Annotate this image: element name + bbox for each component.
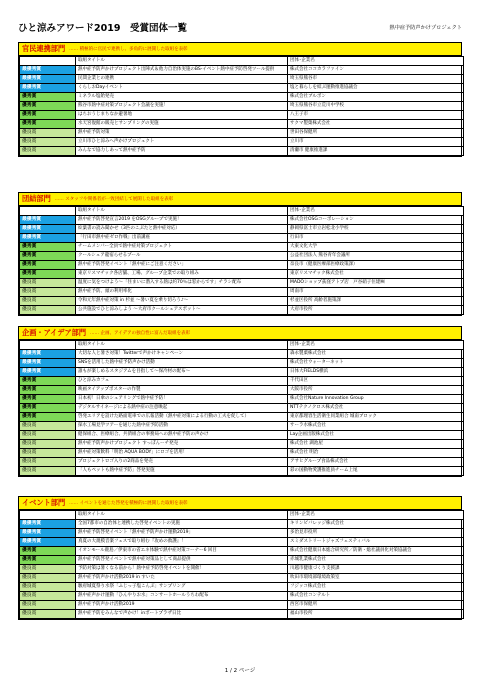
award-level: 優良賞 bbox=[20, 574, 76, 583]
activity-title: 健保組合、医療組合、共済組合の事務局への熱中症予防の声かけ bbox=[76, 431, 288, 440]
organization-name: 彩の国動物愛護推進員チーム上尾 bbox=[288, 467, 464, 476]
award-level: 優秀賞 bbox=[20, 120, 76, 129]
organization-name: アサヒグループ食品株式会社 bbox=[288, 458, 464, 467]
activity-title: はちおうじまちなか避暑地 bbox=[76, 111, 288, 120]
table-row bbox=[20, 66, 464, 75]
organization-name: 株式会社 湖池屋 bbox=[288, 440, 464, 449]
activity-title: 熱中症予防声かけ活動2019 bbox=[76, 601, 288, 610]
table-row bbox=[20, 225, 464, 234]
activity-title: 公共施設でひと涼みしよう ～大府市クールシェアスポット～ bbox=[76, 306, 288, 315]
award-level: 優良賞 bbox=[20, 279, 76, 288]
award-level: 優良賞 bbox=[20, 147, 76, 156]
table-row bbox=[20, 440, 464, 449]
award-level: 優良賞 bbox=[20, 565, 76, 574]
award-level: 最優秀賞 bbox=[20, 538, 76, 547]
organization-name: 埼玉県熊谷市 bbox=[288, 75, 464, 84]
table-row bbox=[20, 458, 464, 467]
activity-title: プロジェクトロゴ入りの2商品を発売 bbox=[76, 458, 288, 467]
table-row bbox=[20, 404, 464, 413]
award-level: 優良賞 bbox=[20, 440, 76, 449]
table-row bbox=[20, 306, 464, 315]
organization-name: 大府市役所 bbox=[288, 306, 464, 315]
organization-name: 奈良市（健康医療部医療政策課） bbox=[288, 261, 464, 270]
activity-title: 真夏の大規模音楽フェスで取り組む『攻めの救護』！ bbox=[76, 538, 288, 547]
activity-title: 熱中症予防啓発宣言2019 をOSGグループで実施！ bbox=[76, 216, 288, 225]
award-level: 優良賞 bbox=[20, 297, 76, 306]
organization-name: フジッコ株式会社 bbox=[288, 583, 464, 592]
table-row bbox=[20, 93, 464, 102]
table-row bbox=[20, 377, 464, 386]
award-level: 優良賞 bbox=[20, 467, 76, 476]
organization-name: 埼玉県熊谷市立荒川中学校 bbox=[288, 102, 464, 111]
activity-title: 熱中症予防声かけ活動2019 in すいた bbox=[76, 574, 288, 583]
table-row bbox=[20, 467, 464, 476]
section-description: …… イベントを通じた啓発を積極的に展開した取組を表彰 bbox=[69, 501, 188, 506]
award-level: 優良賞 bbox=[20, 306, 76, 315]
section-title: イベント部門 bbox=[22, 498, 66, 507]
award-level: 優良賞 bbox=[20, 583, 76, 592]
award-level: 優秀賞 bbox=[20, 386, 76, 395]
section-header bbox=[19, 497, 461, 510]
table-row bbox=[20, 111, 464, 120]
organization-name: 福山市役所 bbox=[288, 610, 464, 619]
organization-name: サーラ水株式会社 bbox=[288, 422, 464, 431]
activity-title: 誰もが楽しめるスタジアムを目指して～保冷材の配布～ bbox=[76, 368, 288, 377]
award-level: 優秀賞 bbox=[20, 547, 76, 556]
organization-name: 株式会社健康日本総合研究所／防衛・総社議員化対策協議会 bbox=[288, 547, 464, 556]
page-number: 1 / 2 ページ bbox=[224, 668, 256, 674]
award-level: 優良賞 bbox=[20, 138, 76, 147]
activity-title: 「人もペットも熱中症予防」啓発実施 bbox=[76, 467, 288, 476]
organization-name: 公益社団法人 熊谷青年会議所 bbox=[288, 252, 464, 261]
award-level: 優秀賞 bbox=[20, 93, 76, 102]
activity-title: クールシェア龍宿らせるプール bbox=[76, 252, 288, 261]
award-level: 最優秀賞 bbox=[20, 359, 76, 368]
header-award-cell bbox=[20, 511, 76, 520]
activity-title: 日本初！日傘のシェアリングで熱中症予防！ bbox=[76, 395, 288, 404]
activity-title: イオンモール鹿島／伊東市の省エネ体験で熱中症対策コーナー6 回目 bbox=[76, 547, 288, 556]
table-row bbox=[20, 279, 464, 288]
award-level: 最優秀賞 bbox=[20, 84, 76, 93]
award-level: 最優秀賞 bbox=[20, 368, 76, 377]
activity-title: 絵葉書の読み聞かせ（3匹のこぶたと熱中症対応） bbox=[76, 225, 288, 234]
activity-title: 立川市ひと涼みへ声かけプロジェクト bbox=[76, 138, 288, 147]
award-level: 優秀賞 bbox=[20, 377, 76, 386]
organization-name: スミダストリートジャズフェスティバル bbox=[288, 538, 464, 547]
table-row bbox=[20, 129, 464, 138]
organization-name: 世田谷保健所 bbox=[288, 129, 464, 138]
table-row bbox=[20, 529, 464, 538]
organization-name: 杉並区役所 高齢者施策課 bbox=[288, 297, 464, 306]
table-row bbox=[20, 368, 464, 377]
award-table bbox=[19, 340, 464, 476]
organization-name: Lay企画出版株式会社 bbox=[288, 431, 464, 440]
organization-name: 静岡県富士市立岩松北小学校 bbox=[288, 225, 464, 234]
award-level: 優良賞 bbox=[20, 601, 76, 610]
table-row bbox=[20, 120, 464, 129]
organization-name: 立川市 bbox=[288, 138, 464, 147]
award-level: 優秀賞 bbox=[20, 404, 76, 413]
organization-name: 八王子市 bbox=[288, 111, 464, 120]
section-title: 企画・アイデア部門 bbox=[22, 328, 87, 337]
section-description: …… 積極的に官民で連携し、多角的に展開した取組を表彰 bbox=[69, 47, 188, 52]
activity-title: 予防対策は暑くなる前から！熱中症予防啓発イベントを開催！ bbox=[76, 565, 288, 574]
section-title: 団結部門 bbox=[22, 194, 51, 203]
award-level: 最優秀賞 bbox=[20, 225, 76, 234]
activity-title: 熱中症予防声かけプロジェクト出陣式＆他力自治体実施のBS-イベント熱中症予防啓発ツール提供 bbox=[76, 66, 288, 75]
table-row bbox=[20, 252, 464, 261]
header-organization: 団体･企業名 bbox=[288, 341, 464, 350]
organization-name: 川越市健康づくり支援課 bbox=[288, 565, 464, 574]
organization-name: 株式会社ココカラファイン bbox=[288, 66, 464, 75]
header-activity: 取組タイトル bbox=[76, 207, 288, 216]
section-header bbox=[19, 43, 461, 56]
award-section-3 bbox=[18, 326, 462, 477]
table-row bbox=[20, 422, 464, 431]
award-level: 優良賞 bbox=[20, 610, 76, 619]
award-level: 最優秀賞 bbox=[20, 216, 76, 225]
award-level: 優良賞 bbox=[20, 422, 76, 431]
document-title: ひと涼みアワード2019 受賞団体一覧 bbox=[18, 23, 187, 34]
table-row bbox=[20, 449, 464, 458]
organization-name: MADOショップ荻窪アトプ店 戸谷硝子住建㈱ bbox=[288, 279, 464, 288]
activity-title: 民間企業との連携 bbox=[76, 75, 288, 84]
activity-title: SNSを活用した熱中症予防声かけ活動 bbox=[76, 359, 288, 368]
award-table bbox=[19, 56, 464, 156]
section-description: …… スタッフや関係者が一致団結して展開した取組を表彰 bbox=[54, 197, 174, 202]
activity-title: ミネラル塩飴発売 bbox=[76, 93, 288, 102]
activity-title: 熱中症予防をみんなで声かけ！inボートプラザ日比 bbox=[76, 610, 288, 619]
table-header-row bbox=[20, 57, 464, 66]
table-row bbox=[20, 288, 464, 297]
award-level: 優秀賞 bbox=[20, 102, 76, 111]
activity-title: ひと涼みカフェ bbox=[76, 377, 288, 386]
award-level: 最優秀賞 bbox=[20, 75, 76, 84]
organization-name: 清瀬市 健康推進課 bbox=[288, 147, 464, 156]
table-row bbox=[20, 601, 464, 610]
organization-name: 株式会社ウォーターネット bbox=[288, 359, 464, 368]
header-activity: 取組タイトル bbox=[76, 341, 288, 350]
award-level: 優良賞 bbox=[20, 288, 76, 297]
header-activity: 取組タイトル bbox=[76, 511, 288, 520]
table-row bbox=[20, 565, 464, 574]
award-level: 優秀賞 bbox=[20, 261, 76, 270]
table-row bbox=[20, 102, 464, 111]
section-description: …… 企画、アイデアの独自性に富んだ取組を表彰 bbox=[90, 331, 191, 336]
table-row bbox=[20, 583, 464, 592]
header-organization: 団体･企業名 bbox=[288, 511, 464, 520]
table-row bbox=[20, 592, 464, 601]
organization-name: 西宮市保健所 bbox=[288, 601, 464, 610]
activity-title: 映画タイアップポスターの作製 bbox=[76, 386, 288, 395]
organization-name: 東京都理容生活衛生同業組合 城南ブロック bbox=[288, 413, 464, 422]
award-level: 優秀賞 bbox=[20, 413, 76, 422]
table-row bbox=[20, 234, 464, 243]
activity-title: くらしおDayイベント bbox=[76, 84, 288, 93]
award-level: 優良賞 bbox=[20, 458, 76, 467]
award-level: 最優秀賞 bbox=[20, 66, 76, 75]
header-organization: 団体･企業名 bbox=[288, 207, 464, 216]
award-table bbox=[19, 510, 464, 619]
award-section-4 bbox=[18, 496, 462, 620]
header-award-cell bbox=[20, 341, 76, 350]
table-row bbox=[20, 386, 464, 395]
table-header-row bbox=[20, 341, 464, 350]
organization-name: 株式会社 明治 bbox=[288, 449, 464, 458]
organization-name: サクマ製菓株式会社 bbox=[288, 120, 464, 129]
activity-title: 探水工場見学ツアーを通じた熱中症予防活動 bbox=[76, 422, 288, 431]
table-row bbox=[20, 547, 464, 556]
section-header bbox=[19, 193, 461, 206]
table-row bbox=[20, 84, 464, 93]
table-header-row bbox=[20, 207, 464, 216]
award-level: 最優秀賞 bbox=[20, 520, 76, 529]
organization-name: NTTテクノクロス株式会社 bbox=[288, 404, 464, 413]
organization-name: 東京リスマチック株式会社 bbox=[288, 270, 464, 279]
award-level: 優秀賞 bbox=[20, 270, 76, 279]
activity-title: 熱中症対策飲料「明治 AQUA BODY」にロゴを活用！ bbox=[76, 449, 288, 458]
organization-name: 森永製菓株式会社 bbox=[288, 350, 464, 359]
award-level: 優良賞 bbox=[20, 129, 76, 138]
organization-name: 大阪市役所 bbox=[288, 386, 464, 395]
organization-name: 赤城乳業株式会社 bbox=[288, 556, 464, 565]
table-row bbox=[20, 574, 464, 583]
award-level: 優秀賞 bbox=[20, 252, 76, 261]
award-level: 最優秀賞 bbox=[20, 529, 76, 538]
table-row bbox=[20, 431, 464, 440]
organization-name: 行田市 bbox=[288, 234, 464, 243]
organization-name: 塩と暮らしを結ぶ運動推進協議会 bbox=[288, 84, 464, 93]
table-header-row bbox=[20, 511, 464, 520]
organization-name: 株式会社OSGコーポレーション bbox=[288, 216, 464, 225]
activity-title: 全国7都市の自治体と連携した啓発イベントの実施 bbox=[76, 520, 288, 529]
activity-title: 熱中症予防対策 bbox=[76, 129, 288, 138]
section-title: 官民連携部門 bbox=[22, 44, 66, 53]
table-row bbox=[20, 261, 464, 270]
table-row bbox=[20, 243, 464, 252]
activity-title: 啓発エリアを設けた路面電車での広報活動（熱中症対策による行動の工夫を促して） bbox=[76, 413, 288, 422]
table-row bbox=[20, 138, 464, 147]
award-level: 優秀賞 bbox=[20, 243, 76, 252]
activity-title: 水天宮復館の販売とサンプリングの実施 bbox=[76, 120, 288, 129]
table-row bbox=[20, 520, 464, 529]
table-row bbox=[20, 610, 464, 619]
organization-name: 千代田区 bbox=[288, 377, 464, 386]
organization-name: 周南市 bbox=[288, 288, 464, 297]
activity-title: 熱中症予防啓発イベント「熱中症予防声かけ運動2019」 bbox=[76, 529, 288, 538]
activity-title: 駿府城夏祭り水祭「ふじっ子塩こんぶ」サンプリング bbox=[76, 583, 288, 592]
activity-title: 熱中症予防、頭の利用率化 bbox=[76, 288, 288, 297]
activity-title: 令和元年熱中症対策 in 杉並 ～暑い夏を乗り切ろう♪～ bbox=[76, 297, 288, 306]
table-row bbox=[20, 350, 464, 359]
header-organization: 団体･企業名 bbox=[288, 57, 464, 66]
section-header bbox=[19, 327, 461, 340]
organizer-name: 熱中症予防声かけプロジェクト bbox=[389, 25, 462, 31]
activity-title: 熱中症予防啓発イベントで熱中症対策品として商品提供 bbox=[76, 556, 288, 565]
organization-name: 大東文化大学 bbox=[288, 243, 464, 252]
organization-name: キリンビバレッジ株式会社 bbox=[288, 520, 464, 529]
activity-title: 「行田市熱中症ゼロ作戦」出前講座 bbox=[76, 234, 288, 243]
activity-title: 東京リスマチック各店舗、工場、グループ企業での取り組み bbox=[76, 270, 288, 279]
table-row bbox=[20, 270, 464, 279]
organization-name: 日体大FIELDS横浜 bbox=[288, 368, 464, 377]
activity-title: チームメンバー全員で熱中症対策プロジェクト bbox=[76, 243, 288, 252]
activity-title: 大切な人と暑さ対策！Twitterで声かけキャンペーン bbox=[76, 350, 288, 359]
table-row bbox=[20, 395, 464, 404]
table-row bbox=[20, 147, 464, 156]
organization-name: 株式会社ブルボン bbox=[288, 93, 464, 102]
award-section-2 bbox=[18, 192, 462, 316]
award-level: 最優秀賞 bbox=[20, 234, 76, 243]
activity-title: 熱中症声かけ運動「ひんやりお水」コンサートホールうちわ配布 bbox=[76, 592, 288, 601]
award-level: 最優秀賞 bbox=[20, 350, 76, 359]
activity-title: 温度に気をつけよう～「住まいに潜入する熱は約70％は窓からです」チラシ配布 bbox=[76, 279, 288, 288]
table-row bbox=[20, 413, 464, 422]
header-activity: 取組タイトル bbox=[76, 57, 288, 66]
award-level: 優良賞 bbox=[20, 449, 76, 458]
organization-name: 株式会社Nature Innovation Group bbox=[288, 395, 464, 404]
table-row bbox=[20, 216, 464, 225]
table-row bbox=[20, 297, 464, 306]
activity-title: みんなで協力しあって熱中症予防 bbox=[76, 147, 288, 156]
header-award-cell bbox=[20, 57, 76, 66]
award-level: 優秀賞 bbox=[20, 556, 76, 565]
award-level: 優秀賞 bbox=[20, 395, 76, 404]
table-row bbox=[20, 538, 464, 547]
award-section-1 bbox=[18, 42, 462, 157]
activity-title: デジタルサイネージによる熱中症の注意喚起 bbox=[76, 404, 288, 413]
table-row bbox=[20, 75, 464, 84]
activity-title: 熊谷市熱中症対策プロジェクト会議を実施！ bbox=[76, 102, 288, 111]
activity-title: 熱中症予防啓発イベント「熱中症にご注意ください」 bbox=[76, 261, 288, 270]
activity-title: 熱中症予防声かけプロジェクト すっぽんーチ発売 bbox=[76, 440, 288, 449]
organization-name: 株式会社コンテルト bbox=[288, 592, 464, 601]
award-level: 優良賞 bbox=[20, 431, 76, 440]
header-award-cell bbox=[20, 207, 76, 216]
organization-name: 多治見市役所 bbox=[288, 529, 464, 538]
award-table bbox=[19, 206, 464, 315]
organization-name: 吹田市環境部環境政策室 bbox=[288, 574, 464, 583]
table-row bbox=[20, 556, 464, 565]
award-level: 優秀賞 bbox=[20, 111, 76, 120]
award-level: 優良賞 bbox=[20, 592, 76, 601]
table-row bbox=[20, 359, 464, 368]
